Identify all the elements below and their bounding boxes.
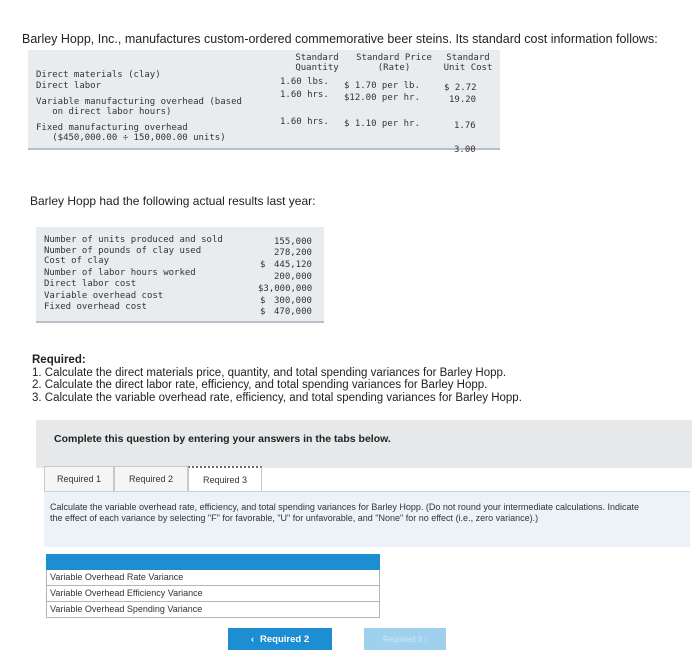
actual-row-currency: $: [260, 307, 266, 317]
row-unit-cost: 3.00: [454, 145, 476, 155]
variance-row-label: Variable Overhead Spending Variance: [50, 604, 203, 614]
row-label: Variable manufacturing overhead (based on direct labor hours): [36, 97, 242, 117]
row-label: Fixed manufacturing overhead ($450,000.00 ÷ 150,000.00 units): [36, 123, 226, 143]
row-label: Direct materials (clay): [36, 70, 161, 80]
variance-table-header: [46, 554, 380, 570]
next-required-button[interactable]: [364, 628, 446, 650]
row-unit-cost: 19.20: [449, 95, 477, 105]
tab-instruction-box: [44, 491, 690, 547]
tab-instruction-text: Calculate the variable overhead rate, efficiency, and total spending variances for Barley Hopp. (Do not round your intermediate calculations. Indicate the effect of each variance by selecting "F" for favorable, "U" for unfavorable, and "None" for no effect (i.e., zero variance).): [50, 502, 640, 523]
tab-required-2[interactable]: Required 2: [114, 466, 188, 491]
required-item-2: 2. Calculate the direct labor rate, efficiency, and total spending variances for Barley Hopp.: [32, 379, 488, 391]
actual-row-label: Number of pounds of clay used: [44, 246, 202, 256]
row-unit-cost: 1.76: [454, 121, 476, 131]
header-standard-price: Standard Price (Rate): [356, 53, 432, 73]
actual-row-label: Number of units produced and sold: [44, 235, 223, 245]
required-item-1: 1. Calculate the direct materials price, quantity, and total spending variances for Barley Hopp.: [32, 366, 507, 379]
row-label: Direct labor: [36, 81, 102, 91]
header-standard-unit-cost: Standard Unit Cost: [443, 53, 493, 73]
tab-required-1[interactable]: Required 1: [44, 466, 114, 491]
next-required-label: Required 3: [382, 634, 423, 644]
actual-row-currency: $: [260, 296, 266, 306]
actual-row-value: 470,000: [274, 307, 312, 317]
intro-text: Barley Hopp, Inc., manufactures custom-ordered commemorative beer steins. Its standard cost information follows:: [22, 32, 658, 46]
standard-cost-table: [28, 50, 500, 155]
complete-instruction-text: Complete this question by entering your answers in the tabs below.: [54, 433, 391, 445]
row-price: $ 1.10 per hr.: [344, 119, 420, 129]
row-unit-cost: $ 2.72: [444, 83, 477, 93]
row-price: $ 1.70 per lb.: [344, 81, 420, 91]
chevron-left-icon: ‹: [250, 633, 255, 645]
actual-row-currency: $: [260, 260, 266, 270]
actual-row-label: Cost of clay: [44, 256, 110, 266]
actual-row-value: 278,200: [274, 248, 312, 258]
row-price: $12.00 per hr.: [344, 93, 420, 103]
actual-row-value: 445,120: [274, 260, 312, 270]
tab-required-3[interactable]: Required 3: [188, 466, 262, 493]
row-quantity: 1.60 hrs.: [280, 117, 329, 127]
complete-instruction-banner: [36, 420, 692, 468]
actual-row-label: Number of labor hours worked: [44, 268, 196, 278]
header-standard-quantity: Standard Quantity: [295, 53, 339, 73]
actual-results-intro: Barley Hopp had the following actual results last year:: [30, 194, 316, 208]
required-heading: Required:: [32, 354, 86, 366]
required-item-3: 3. Calculate the variable overhead rate, efficiency, and total spending variances for Barley Hopp.: [32, 391, 522, 404]
actual-row-label: Direct labor cost: [44, 279, 137, 289]
chevron-right-icon: ›: [422, 634, 428, 644]
variance-row-label: Variable Overhead Efficiency Variance: [50, 588, 203, 598]
actual-row-value: 155,000: [274, 237, 312, 247]
required-section: [32, 354, 522, 404]
variance-table: [46, 554, 380, 618]
variance-row-label: Variable Overhead Rate Variance: [50, 572, 184, 582]
actual-results-table: [36, 227, 324, 323]
variance-row-spending: [46, 602, 380, 618]
variance-row-efficiency: [46, 586, 380, 602]
row-quantity: 1.60 lbs.: [280, 77, 329, 87]
prev-required-label: Required 2: [260, 633, 310, 645]
actual-row-label: Fixed overhead cost: [44, 302, 147, 312]
prev-required-button[interactable]: [228, 628, 332, 650]
actual-row-value: 200,000: [274, 272, 312, 282]
row-quantity: 1.60 hrs.: [280, 90, 329, 100]
actual-row-value: 300,000: [274, 296, 312, 306]
actual-row-value: $3,000,000: [258, 284, 313, 294]
variance-row-rate: [46, 570, 380, 586]
actual-row-label: Variable overhead cost: [44, 291, 164, 301]
